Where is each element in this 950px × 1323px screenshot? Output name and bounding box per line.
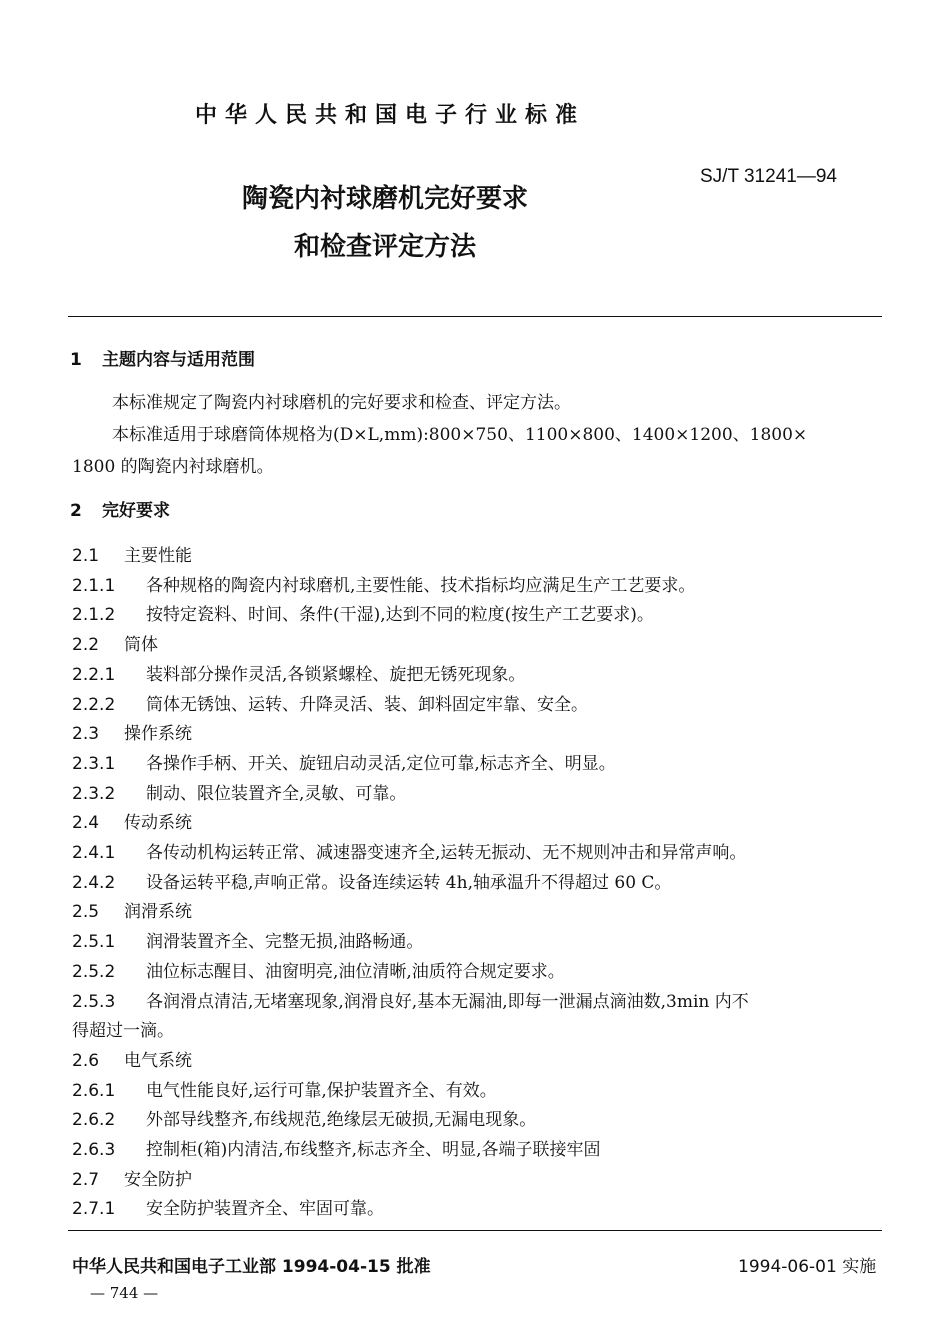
clause-text: 制动、限位装置齐全,灵敏、可靠。	[146, 784, 407, 804]
clause-text: 各传动机构运转正常、减速器变速齐全,运转无振动、无不规则冲击和异常声响。	[146, 843, 747, 863]
clause-2-1-2	[72, 600, 654, 625]
clause-number: 2.3	[72, 724, 100, 744]
clause-continuation	[72, 1016, 174, 1041]
section-number: 1	[70, 350, 82, 370]
clause-number: 2.6.2	[72, 1110, 116, 1130]
clause-2-7	[72, 1165, 192, 1190]
section-title: 主题内容与适用范围	[102, 350, 255, 370]
clause-number: 2.1	[72, 546, 100, 566]
clause-text: 电气性能良好,运行可靠,保护装置齐全、有效。	[146, 1081, 497, 1101]
clause-number: 2.3.1	[72, 754, 116, 774]
clause-2-4	[72, 808, 192, 833]
clause-number: 2.5.2	[72, 962, 116, 982]
clause-text: 外部导线整齐,布线规范,绝缘层无破损,无漏电现象。	[146, 1110, 537, 1130]
clause-2-5	[72, 897, 192, 922]
clause-2-3-1	[72, 749, 616, 774]
clause-text: 传动系统	[124, 813, 192, 833]
clause-number: 2.6.1	[72, 1081, 116, 1101]
clause-number: 2.2.2	[72, 695, 116, 715]
clause-2-1-1	[72, 571, 695, 596]
clause-2-6-2	[72, 1105, 536, 1130]
clause-number: 2.6	[72, 1051, 100, 1071]
clause-2-7-1	[72, 1194, 384, 1219]
clause-number: 2.1.2	[72, 605, 116, 625]
clause-number: 2.2	[72, 635, 100, 655]
clause-2-2-1	[72, 660, 525, 685]
section-1-paragraph-2: 本标准适用于球磨筒体规格为(D×L,mm):800×750、1100×800、1400×1200、1800×	[112, 425, 808, 445]
clause-2-4-2	[72, 868, 671, 893]
clause-text: 安全防护	[124, 1170, 192, 1190]
issuing-body-title: 中华人民共和国电子行业标准	[194, 103, 585, 128]
document-title-line-2: 和检查评定方法	[293, 232, 476, 262]
clause-text: 主要性能	[124, 546, 192, 566]
clause-text: 装料部分操作灵活,各锁紧螺栓、旋把无锈死现象。	[146, 665, 526, 685]
section-1-heading	[70, 345, 255, 370]
section-2-heading	[70, 496, 170, 521]
clause-text: 筒体无锈蚀、运转、升降灵活、装、卸料固定牢靠、安全。	[146, 695, 588, 715]
clause-number: 2.2.1	[72, 665, 116, 685]
clause-2-6-1	[72, 1076, 497, 1101]
clause-number: 2.7.1	[72, 1199, 116, 1219]
clause-2-5-1	[72, 927, 423, 952]
approval-statement: 中华人民共和国电子工业部 1994-04-15 批准	[72, 1257, 431, 1277]
clause-text: 筒体	[124, 635, 158, 655]
clause-number: 2.6.3	[72, 1140, 116, 1160]
page-number: — 744 —	[90, 1284, 159, 1302]
clause-2-2	[72, 630, 158, 655]
clause-number: 2.5	[72, 902, 100, 922]
clause-number: 2.5.3	[72, 992, 116, 1012]
clause-number: 2.4	[72, 813, 100, 833]
section-title: 完好要求	[102, 501, 170, 521]
clause-2-1	[72, 541, 192, 566]
clause-2-5-2	[72, 957, 565, 982]
clause-number: 2.4.2	[72, 873, 116, 893]
clause-2-6	[72, 1046, 192, 1071]
section-number: 2	[70, 501, 82, 521]
clause-number: 2.1.1	[72, 576, 116, 596]
clause-text: 油位标志醒目、油窗明亮,油位清晰,油质符合规定要求。	[146, 962, 565, 982]
effective-date: 1994-06-01 实施	[738, 1257, 877, 1277]
clause-2-4-1	[72, 838, 746, 863]
clause-text: 按特定瓷料、时间、条件(干湿),达到不同的粒度(按生产工艺要求)。	[146, 605, 654, 625]
clause-2-3-2	[72, 779, 406, 804]
clause-number: 2.3.2	[72, 784, 116, 804]
clause-text: 操作系统	[124, 724, 192, 744]
clause-text: 设备运转平稳,声响正常。设备连续运转 4h,轴承温升不得超过 60 C。	[146, 873, 672, 893]
document-title-line-1: 陶瓷内衬球磨机完好要求	[241, 184, 528, 214]
clause-number: 2.5.1	[72, 932, 116, 952]
clause-number: 2.4.1	[72, 843, 116, 863]
standard-code: SJ/T 31241—94	[700, 166, 837, 187]
top-divider	[68, 316, 882, 317]
section-1-paragraph-1: 本标准规定了陶瓷内衬球磨机的完好要求和检查、评定方法。	[112, 393, 571, 413]
clause-text: 润滑系统	[124, 902, 192, 922]
bottom-divider	[68, 1230, 882, 1231]
clause-2-5-3	[72, 987, 749, 1012]
clause-text: 控制柜(箱)内清洁,布线整齐,标志齐全、明显,各端子联接牢固	[146, 1140, 601, 1160]
section-1-paragraph-2-continued: 1800 的陶瓷内衬球磨机。	[72, 457, 274, 477]
clause-text: 电气系统	[124, 1051, 192, 1071]
clause-text: 安全防护装置齐全、牢固可靠。	[146, 1199, 384, 1219]
clause-text: 润滑装置齐全、完整无损,油路畅通。	[146, 932, 424, 952]
clause-text: 得超过一滴。	[72, 1021, 174, 1041]
clause-number: 2.7	[72, 1170, 100, 1190]
clause-text: 各操作手柄、开关、旋钮启动灵活,定位可靠,标志齐全、明显。	[146, 754, 616, 774]
clause-2-6-3	[72, 1135, 600, 1160]
clause-text: 各种规格的陶瓷内衬球磨机,主要性能、技术指标均应满足生产工艺要求。	[146, 576, 696, 596]
clause-2-2-2	[72, 690, 588, 715]
clause-2-3	[72, 719, 192, 744]
clause-text: 各润滑点清洁,无堵塞现象,润滑良好,基本无漏油,即每一泄漏点滴油数,3min 内不	[146, 992, 749, 1012]
